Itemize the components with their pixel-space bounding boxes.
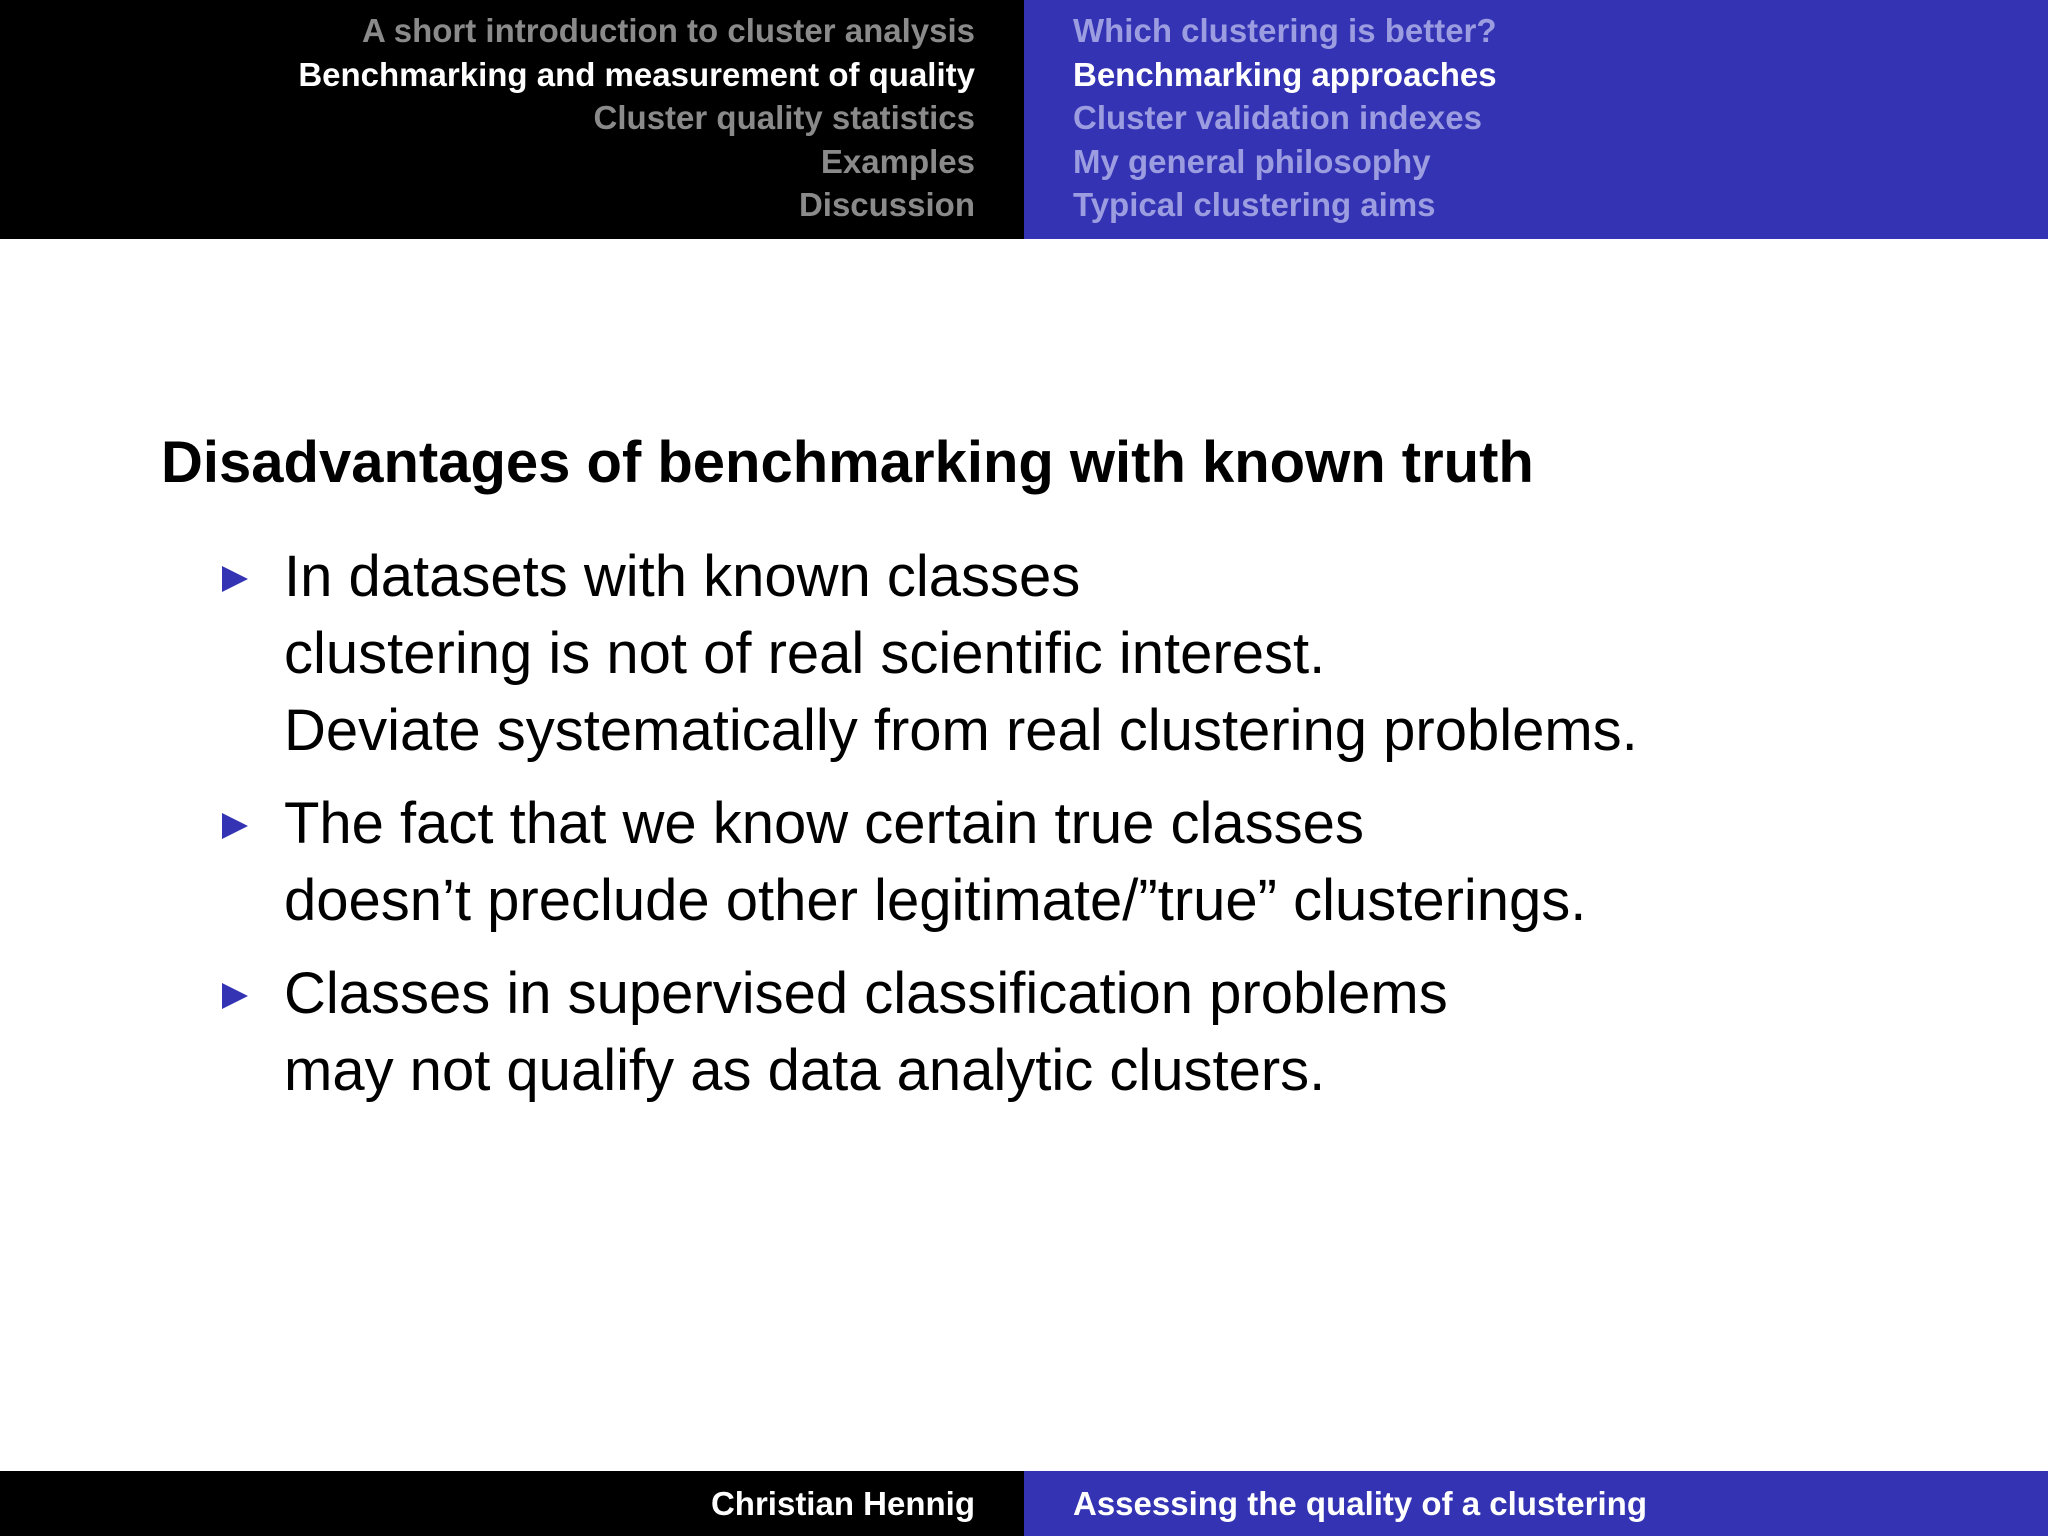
bullet-text bbox=[284, 955, 1638, 1109]
bullet-item bbox=[0, 955, 1638, 1109]
bullet-line: clustering is not of real scientific interest. bbox=[284, 621, 1326, 686]
bullet-text bbox=[284, 785, 1638, 939]
section-link[interactable]: Examples bbox=[820, 142, 975, 180]
bullet-item bbox=[0, 785, 1638, 939]
subsection-link[interactable]: Which clustering is better? bbox=[1073, 12, 1497, 49]
bullet-line: The fact that we know certain true classes bbox=[284, 791, 1364, 856]
triangle-right-icon bbox=[222, 813, 248, 839]
section-navigation bbox=[0, 0, 1024, 239]
subsection-link-active[interactable]: Benchmarking approaches bbox=[1073, 55, 1497, 93]
section-link[interactable]: Discussion bbox=[798, 186, 975, 224]
subsection-link[interactable]: Typical clustering aims bbox=[1073, 186, 1436, 224]
slide-title: Disadvantages of benchmarking with known truth bbox=[161, 430, 1534, 495]
subsection-navigation bbox=[1024, 0, 2048, 239]
section-link[interactable]: A short introduction to cluster analysis bbox=[361, 12, 975, 49]
header-navigation bbox=[0, 0, 2048, 239]
subsection-link[interactable]: My general philosophy bbox=[1073, 142, 1431, 180]
footer bbox=[0, 1471, 2048, 1536]
bullet-line: Classes in supervised classification problems bbox=[284, 961, 1448, 1026]
bullet-line: Deviate systematically from real clustering problems. bbox=[284, 698, 1638, 763]
section-link-active[interactable]: Benchmarking and measurement of quality bbox=[298, 55, 975, 93]
footer-author: Christian Hennig bbox=[0, 1471, 1024, 1536]
footer-talk-title: Assessing the quality of a clustering bbox=[1024, 1471, 2048, 1536]
bullet-list bbox=[0, 538, 1638, 1125]
bullet-line: doesn’t preclude other legitimate/”true” clusterings. bbox=[284, 868, 1587, 933]
section-link[interactable]: Cluster quality statistics bbox=[593, 99, 975, 137]
subsection-link[interactable]: Cluster validation indexes bbox=[1073, 99, 1482, 137]
bullet-line: may not qualify as data analytic clusters. bbox=[284, 1038, 1326, 1103]
bullet-item bbox=[0, 538, 1638, 769]
triangle-right-icon bbox=[222, 983, 248, 1009]
bullet-line: In datasets with known classes bbox=[284, 544, 1081, 609]
bullet-text bbox=[284, 538, 1638, 769]
triangle-right-icon bbox=[222, 566, 248, 592]
